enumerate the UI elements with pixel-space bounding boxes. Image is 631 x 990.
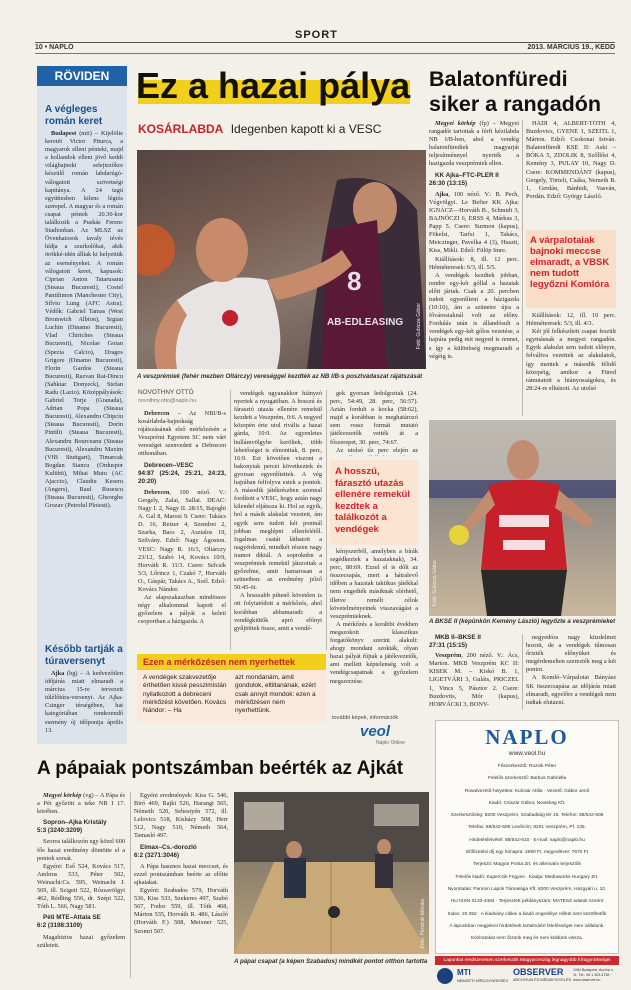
header-rule [35,42,615,43]
article-paragraph: gek gyorsan ledolgoztak (24. perc, 54:49, 28. perc, 56:57). Aztán fordult a kocka (58:62), majd a korábban is meghatározó sem rossz formát mutató játékvezetők vették át a főszerepet, 30. perc, 74:67. [330,390,418,446]
article-paragraph: Egyéni: Eső 524, Kovács 517, Ambrus 533, Péter 502, Weinacht:Cs. 595, Weinacht J. 569, ill. Szigeti 522, Rózsavölgyi 462, Rédling 556, dr. Szépi 522, Tóth L. 566, Nagy 581. [37,862,125,911]
main-column-3-continued [330,548,418,710]
mti-logo: MTI [457,968,471,977]
observer-address: 1084 Budapest, Auróra u. 11. Tel.: 06 1 303-4738 · www.observer.hu [573,968,614,982]
match-result-heading: MKB II–BKSE II 27:31 (15:15) [429,634,481,650]
observer-logo-sub: ARCHIVUM ÉS MÉDIAFIGYELÉS [513,978,572,982]
promo-text: további képek, információk [332,715,399,721]
main-photo [137,150,426,369]
right-headline: Balatonfüredi siker a rangadón [429,67,602,116]
imprint-box [435,720,619,954]
article-paragraph: Veszprém, 200 néző. V.: Ács, Marton. MKB Veszprém KC II: KISEK M. – Kiskó B. 1, LIGETVÁRI 3, Guláis, PRICZEL 1, Vincs 5, Pásztor 2. Csere: Buzdovits, Mór (kapus), HORVÁCKI 3, BONY- [429,652,519,708]
sidebar-roviden [37,66,127,744]
bowling-photo [234,792,429,954]
imprint-footer-note: Lapunkat rendszeresen szerkesztik Magyarország legnagyobb hírügynökségei [435,956,619,965]
article-paragraph: A hosszabb pihenő követően is ott folytatódott a mérkőzés, ahol korábban abbamaradt: a vendégkiütők apró előnyt gyűjtöttek össze, amit a vendé- [234,592,322,632]
imprint-line: Telefax: 88/542-608 Levélcím: 8201 Veszprém, Pf. 135. [468,825,586,831]
imprint-line: Szerkesztőség: 8200 Veszprém, Szabadság tér 15. Telefon: 88/542-608 [450,813,604,819]
quote-box [137,654,326,722]
handball-player-illustration [429,420,616,616]
main-column-1 [138,410,226,652]
imprint-line: Rovatvezető-helyettes: Kulcsár Attila · Vezető: Gábor Jenő [464,788,590,794]
right-bottom-column-1 [429,634,519,712]
article-paragraph: A vendégek kezdtek jobban, rendre egy-két góllal a hazaiak előtt jártak. Csak a 20. percben tudott egyenlíteni a házigazda (10:10), ám a szünetre újra a fővárosiaknál volt az előny. Fordulás után is állandósult a vendégek egy-két gólos vezetése, a hajrára pedig mit negyed is rennet, s így a különbség megmaradt a végéig is. [429,271,519,360]
jersey-text: AB-EDLEASING [327,317,404,328]
roviden-badge: RÖVIDEN [37,66,127,86]
column-rule [230,390,231,650]
article-paragraph: negyedóra nagy küzdelmet hozott, de a vendégek tűmosan őrizték előnyüket és megérdemelten szerezték meg a két pontot. [526,634,616,674]
article-paragraph: HÁDI 4, ALBERT-TÓTH 4, Buzdovics, GYENE 1, SZEITL 1, Márton. Edző: Csokonai István. Balatonfüredi KSE II: Aski – BÓKA 5, ZDOLIK 8, Szőllősi 4, Kemény 3, PULAY 10, Nagy D. Csere: KOMMENDÁNT (kapus), Gergely, Törteli, Csáka, Nemeth B. 1, Gerdán, Bánhidi, Vasván, Pordán. Edző: György László. [526,120,616,200]
article-paragraph: Ajka, 100 néző. V.: B. Pech, Végvölgyi. Le Befier KK Ajka: IGNÁCZ—Horváth B., Schmidt 3, BAJNÓCZI 6, ERSS 4, Márkus 3, Papp 5. Csere: Surmon (kapus), Fökelsi, Tarfsi 1, Takács, Meiczinger, Pavelka 4 (3), Huszti, Kiss, Mikli. Edző: Fülöp Imre. [429,190,519,255]
article-paragraph: Az alapszakaszban mindössze négy alkalommal kapott el győzelem a pályát a keleti csoportban a házigazda. A [138,594,226,626]
match-result-heading: Elmax–Cs.-dorozló 6:2 (3271:3046) [134,843,197,859]
main-photo-credit: Fotó: Gubicza Gábor [416,302,422,349]
article-paragraph: Debrecen – Az NBI/B-s kosárlabda-bajnokság rájátszásának első mérkőzésén a Veszprémi Egyetem SC nem várt vereséget szenvedett a Debrecen otthonában. [138,410,226,458]
match-result-heading: Debrecen–VESC 94:87 (25:24, 25:21, 24:23, 20:20) [138,461,226,485]
header-rule-bottom [35,53,615,54]
bowling-lane-illustration [234,792,429,954]
article-paragraph: Az utolsó tíz perc elején az [336,446,418,454]
match-result-heading: Péti MTE–Attala SE 6:2 (3198:3109) [37,914,101,930]
imprint-line: A lapunkban megjelent hirdetések tartalmáért felelősséget nem vállalunk. [449,923,605,929]
handball-photo [429,420,616,616]
promo-sub: Naplo Online [376,740,405,746]
main-subhead: Idegenben kapott ki a VESC [230,122,382,136]
column-rule [326,390,327,650]
section-title: SPORT [295,29,338,41]
right-bottom-column-2 [526,634,616,712]
article-paragraph: Kiállítások: 8, ill. 12 perc. Hétméteresek: 6/3, ill. 5/5. [429,255,519,271]
match-result-heading: KK Ajka–FTC-PLER II 26:30 (13:15) [429,171,499,187]
author-name: NOVOTHNY OTTÓ [138,389,194,396]
article-paragraph: Egyéni: Szabados 579, Horváth 536, Kiss 533, Szekeres 497, Szabó 567, Fodor 559, ill. Tóth 468, Márton 535, Horváth R. 486, László (Horváth F.) 508, Meixner 525, Szomri 507. [134,887,228,935]
imprint-line: Hirdetésfelvétel: 88/542-610 · E-mail: naplo@naplo.hu [469,837,585,843]
jersey-number: 8 [347,266,362,296]
imprint-line: Kiadó: Csiszár Gábor, Newshag Kft. [488,800,566,806]
mti-logo-icon [437,968,453,984]
bottom-headline: A pápaiak pontszámban beérték az Ajkát [37,758,404,779]
right-subhead-box [526,230,616,308]
article-paragraph: Magabiztos hazai győzelem született. [37,933,125,949]
article-paragraph: A Pápa hasznos hazai meccset, és ezzel pontszámban beérte az előtte ajkaiakat. [134,862,228,886]
imprint-line: Index: 25 052 · A kiadvány cikkei a kiadó engedélye nélkül nem közölhetők [447,911,607,917]
mti-logo-sub: NEMZETI HÍRÜGYNÖKSÉG [457,978,509,983]
veol-promo[interactable] [330,714,426,748]
main-headline: Ez a hazai pálya [136,65,411,106]
partner-logos [435,966,619,988]
right-column-1 [429,120,519,418]
bowling-photo-caption: A pápai csapat (a képen Szabados) mindkét pontot otthon tartotta [234,958,428,965]
imprint-lines [442,761,612,945]
article-paragraph: Megyei körkép (fp) – Megyei rangadót tartottak a férfi kézilabda NB I/B-ben, ahol a vendég balatonfürediek magyarját teljesítménnyel nyerték a hazigazda veszprémiek ellen. [429,120,519,168]
quote-box-title: Ezen a mérkőzésen nem nyerhettek [137,654,326,670]
right-column-2-continued [526,312,616,416]
quote-box-left: A vendégek szakvezetője érthetően kissé pesszimistán nyilatkozott a debreceni mérkőzést követően. Kovács Nándor: – Ha [143,674,227,715]
column-rule [130,792,131,978]
brief-paragraph: Budapest (mti) – Kijelölte keretét Victor Piturca, a magyarok elleni pénteki, majd a hollandok elleni jövő keddi világbajnoki selejtezőkre készülő román labdarúgó-válogatott szövetségi kapitánya. A 24 tagú együttesben kilenc légiós szerepel. A magyar és a román csapat péntek 20.30-kor találkozik a Puskás Ferenc Stadionban. Az MLSZ az Övenhatosok tavaly tévés hídja a szurkolókat, akik örökké-idén álltak ki helyettük az eseményeket. A román válogatott keret, kapusok: Ciprian Anton Tatarusanu (Steaua Bucuresti), Costel Pantilimon (Manchester City), Silviu Lung (AFC Astra). Védők: Gabriel Tamas (West Bromwich Albion), Srgian Luchin (Dinamo Bucuresti), Vlad Chiriches (Steaua Bucuresti), Nicolae Goian (Spezia Calcio), Dragos Grigore (Dinamo Bucuresti), Florin Gardos (Steaua Bucuresti), Razvan Rat-Dincu (Sahktar Donyeck), Stefan Radu (Lazio). Középpályások: Gabriel Torje (Granada), Adrian Popa (Steaua Bucuresti), Alexandru Chipciu (Steaua Bucuresti), Dorin Pintilii (Steaua Bucuresti), Alexandru Bourceanu (Steaua Bucuresti), Alexandru Maxim (VfB Stuttgart), Timarcak Bogdan Stancu (Orduspor Kulübü), Mihai Mutu (AC Ajaccio), Claudiu Keseru (Angers), Raul Rusescu (Steaua Bucuresti), Gheorghe Grozav (Petrolul Ploiesti). [45,130,123,510]
match-result-heading: Sopron–Ajka Kristály 5:3 (3240:3209) [37,819,107,835]
article-paragraph: Szoros találkozón egy közel 600 fős hazai eredmény döntötte el a pontok sorsát. [37,838,125,862]
main-column-3 [330,390,418,456]
article-paragraph: Megyei körkép (vg) – A Pápa és a Pét győzött a teke NB I 17. körében. [37,792,125,816]
author-email: novothny.otto@naplo.hu [138,398,197,404]
bowling-photo-credit: Fotó: Pénzinki Mónika [420,898,426,948]
bottom-column-2 [134,792,228,982]
article-paragraph: kényszerből, amelyben a bírák segédkeztek a hazaiaknak), 34. perc, 80:69. Ezzel el is dőlt az összecsapás, mert a hátralevő időben a hazaiak taktikus játékkal nem engedték másiknak elérhető, illetve remélt célok követelményeinek visszavágást a veszprémieknek. [330,548,418,620]
handball-photo-credit: Fotó: Gubicza Gábor [432,559,438,606]
main-subhead-line [138,122,420,136]
right-column-2 [526,120,616,226]
article-paragraph: Egyéni eredmények: Kiss G. 546, Biró 469, Rajki 526, Harangi 565, Németh 520, Sebestyén 572, ill. Lelovics 518, Kisházy 508, Herr 512, Nagy 510, Németh 564, Tamasló 497. [134,792,228,840]
veol-logo: veol [360,723,391,740]
right-subhead: A várpalotaiak bajnoki meccse elmaradt, a VBSK nem tudott legyőzni Komlóra [530,235,610,290]
pull-quote [330,460,418,545]
imprint-logo: NAPLO [485,725,569,749]
kicker: KOSÁRLABDA [138,122,224,136]
imprint-line: Előfizetési díj egy hónapra: 2690 Ft, negyedévre: 7670 Ft [466,850,588,856]
basketball-players-illustration [137,150,426,369]
article-paragraph: A Komló–Várpalotai Bányász SK összecsapása az időjárás miatt elmaradt, egyelőre a vendégek nem tudtak elutazni. [526,674,616,706]
article-paragraph: A mérkőzés a korábbi években megszokott klasszikus forgatókönyv szerint alakult: ahogy mondani szokták, olyan hazai pályát fújtak a játékvezetők, ami mellett képtelenség volt a vendégcsapatnak a győzelem megszerzése. [330,620,418,685]
article-paragraph: Kiállítások: 12, ill. 10 perc. Hétméteresek: 5/3, ill. 4/3. [526,312,616,328]
imprint-line: Terjeszti: Magyar Posta Zrt. és alternatív terjesztők [473,862,581,868]
pull-quote-text: A hosszú, fárasztó utazás ellenére remekül kezdtek a találkozót a vendégek [335,466,410,535]
column-rule [522,120,523,416]
imprint-line: Felelős kiadó: Kuperczik Frigyes · Kiadja: Mediaworks Hungary Zrt. [455,874,599,880]
brief-title-tour-race: Később tartják a túraversenyt [45,644,123,667]
brief-body-tour-race [45,670,123,742]
page-header [35,28,615,58]
brief-body-romanian-squad [45,130,123,628]
main-photo-caption: A veszprémiek (fehér mezben Oltárczy) vereséggel kezdték az NB I/B-s posztvádaszat rájátszását [137,373,423,380]
imprint-line: Felelős szerkesztő: Barbus Gabriella [487,776,567,782]
quote-box-right: azt mondanám, amit gondolok, eltiltanának, ezért csak annyit mondok: ezen a mérkőzésen nem nyerhettünk. [235,674,316,715]
brief-title-romanian-squad: A végleges román keret [45,104,103,127]
imprint-line: Főszerkesztő: Ruzsik Péter [497,764,557,769]
imprint-line: Nyomtatás: Pannon Lapok Társasága Kft. 8200 Veszprém, Házgyári u. 10. [447,886,607,892]
article-paragraph: vendégek ugyanakkor hiányzó nyertek a nyugatiban. A hosszú és fárasztó utazás ellenére remekül kezdett a Veszprém, 0:6. A negyed közepén érte utol rivális a hazai gárda, 10:9. Az egyenletes hullámvölgybe keröltek, több lehetőséget is elmonttak, 8. perc, 16:9. Ezt követően viszont a bakonyiak percei következtek és gyorsan egyenlítettek. A vég hajrában felfolyva estek a pontok. A második játékrészben azonnal fordított a VESC, hogy aztán nagy kilendel eljátssza ki. Hol az egyik, hol a másik alakulat vezetett, ám egyik sem tudott két pontnál jobban meglépni ellenfelétől. Izgalmas csatát láthatott a nagyérdemű, mindkét részen nagy iramot diktál. A soproknbn a veszprémiek remekül játszottak a győzelme, amit hamarosan a szünetben: az eredmény jelző 50:45-öt. [234,390,322,592]
imprint-url: www.veol.hu [508,750,546,757]
imprint-line: HU ISSN 0133-4484 · Terjesztett példányszám: MATESZ adatok szerint [450,899,604,905]
article-paragraph: Két jól felkészített csapat feszült egymásnak a megyei rangadón. Egyik alakulat sem tudott előnyre, felváltva vezettek az alakulatok, így mentek a második félidő közepéig, amikor a Füred rámutatott a hiányosságokra, és 28:24-re elhúzott. Az utolsó [526,328,616,392]
issue-date: 2013. MÁRCIUS 19., KEDD [527,44,615,51]
main-column-2 [234,390,322,652]
brief-paragraph: Ajka (bg) – A kedvezőtlen időjárás miatt elmaradt a március 15-re tervezett túlélőtúra-versenyt. Az Ajka-Csinger térségében, hat kategóriában rendezendő esemény új időpontja április 13. [45,670,123,734]
article-paragraph: Debrecen, 100 néző. V.: Gergely, Zalai, Sallai. DEAC: Nagy I. 2, Nagy II. 28/15, Bajoghi A. Gal 8, Marosi 9. Csere: Takács D. 16, Reizer 4, Szendrei 2, Szarka, Bacs 2, Asztalos 19, Szilvány. Edző: Nagy Ágoston. VESC: Nagy R. 16/3, Oltárczy 23/12, Szabó 14, Kovács 10/9, Horváth R. 11/3. Csere: Sefcsik 5/3, Lőrincz 1, Czakó 7, Horváth O., Gáspár, Takács A., Szél. Edző: Kovács Nándor. [138,488,226,593]
page-label: 10 • NAPLÓ [35,44,74,51]
column-rule [522,634,523,710]
handball-photo-caption: A BKSE II (képünkön Kemény László) legyőzte a veszprémieket [429,618,616,625]
observer-logo: OBSERVER [513,967,564,977]
imprint-line: Kéziratokat nem őrzünk meg és nem küldünk vissza. [471,936,583,942]
bottom-column-1 [37,792,125,982]
